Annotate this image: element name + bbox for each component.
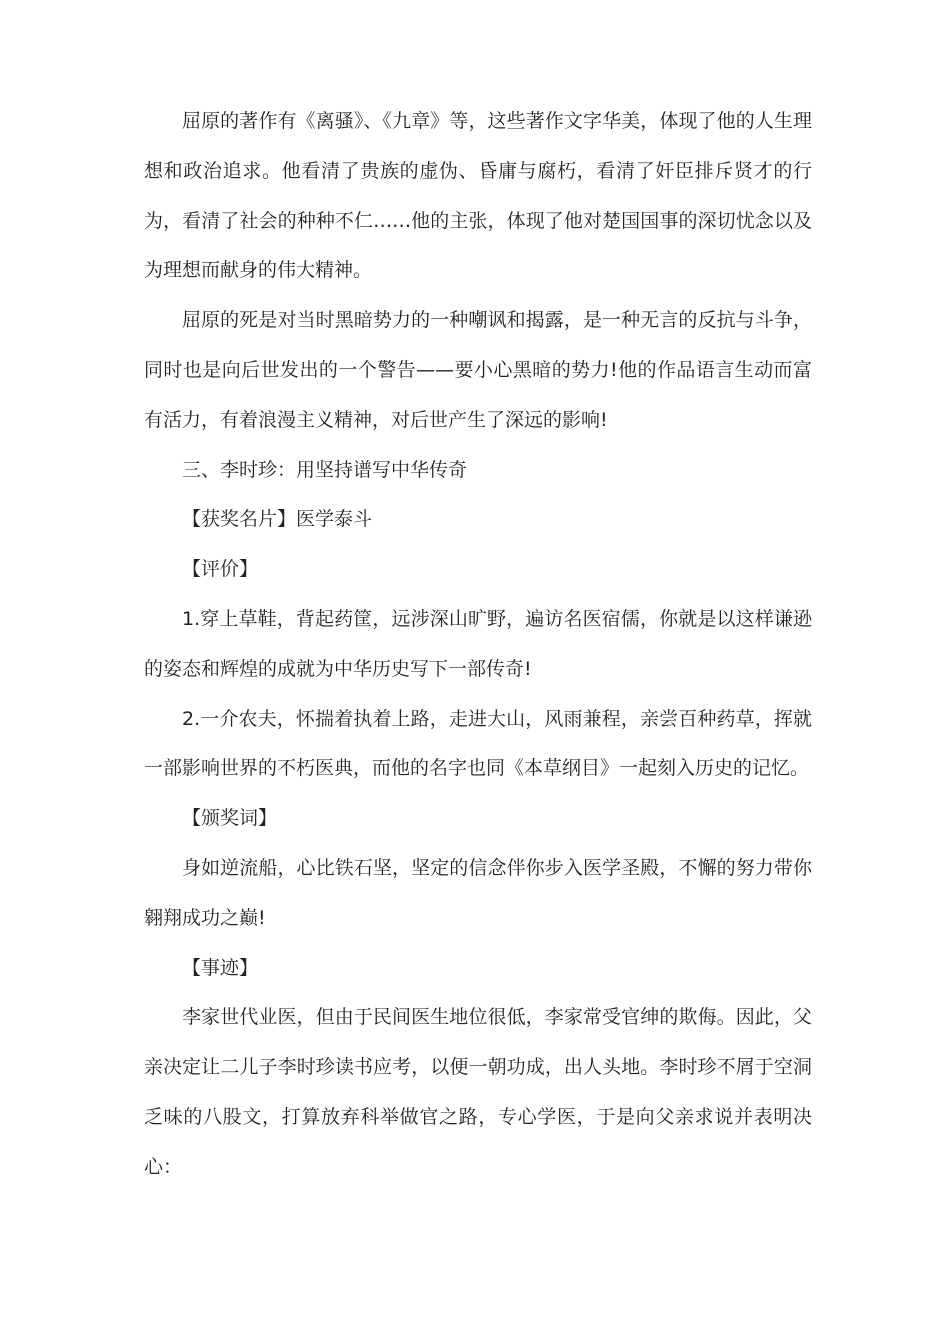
deeds-heading: 【事迹】 bbox=[182, 956, 259, 979]
evaluation-item-2: 2.一介农夫，怀揣着执着上路，走进大山，风雨兼程，亲尝百种药草，挥就一部影响世界的不朽医典，而他的名字也同《本草纲目》一起刻入历史的记忆。 bbox=[144, 707, 812, 780]
deeds-text: 李家世代业医，但由于民间医生地位很低，李家常受官绅的欺侮。因此，父亲决定让二儿子李时珍读书应考，以便一朝功成，出人头地。李时珍不屑于空洞乏味的八股文，打算放弃科举做官之路，专心学医，于是向父亲求说并表明决心： bbox=[144, 1006, 812, 1178]
award-speech-heading: 【颁奖词】 bbox=[182, 807, 278, 830]
document-body bbox=[144, 97, 812, 1193]
evaluation-item-1: 1.穿上草鞋，背起药筐，远涉深山旷野，遍访名医宿儒，你就是以这样谦逊的姿态和辉煌的成就为中华历史写下一部传奇! bbox=[144, 607, 812, 680]
paragraph-quyuan-works: 屈原的著作有《离骚》、《九章》等，这些著作文字华美，体现了他的人生理想和政治追求。他看清了贵族的虚伪、昏庸与腐朽，看清了奸臣排斥贤才的行为，看清了社会的种种不仁……他的主张，体现了他对楚国国事的深切忧念以及为理想而献身的伟大精神。 bbox=[144, 110, 812, 282]
award-speech-text: 身如逆流船，心比铁石坚，坚定的信念伴你步入医学圣殿，不懈的努力带你翱翔成功之巅! bbox=[144, 856, 812, 929]
section-heading-lishizhen: 三、李时珍：用坚持谱写中华传奇 bbox=[182, 458, 468, 481]
award-card-label: 【获奖名片】医学泰斗 bbox=[182, 508, 373, 531]
evaluation-heading: 【评价】 bbox=[182, 558, 259, 581]
paragraph-quyuan-death: 屈原的死是对当时黑暗势力的一种嘲讽和揭露，是一种无言的反抗与斗争，同时也是向后世发出的一个警告——要小心黑暗的势力!他的作品语言生动而富有活力，有着浪漫主义精神，对后世产生了深远的影响! bbox=[144, 309, 812, 431]
